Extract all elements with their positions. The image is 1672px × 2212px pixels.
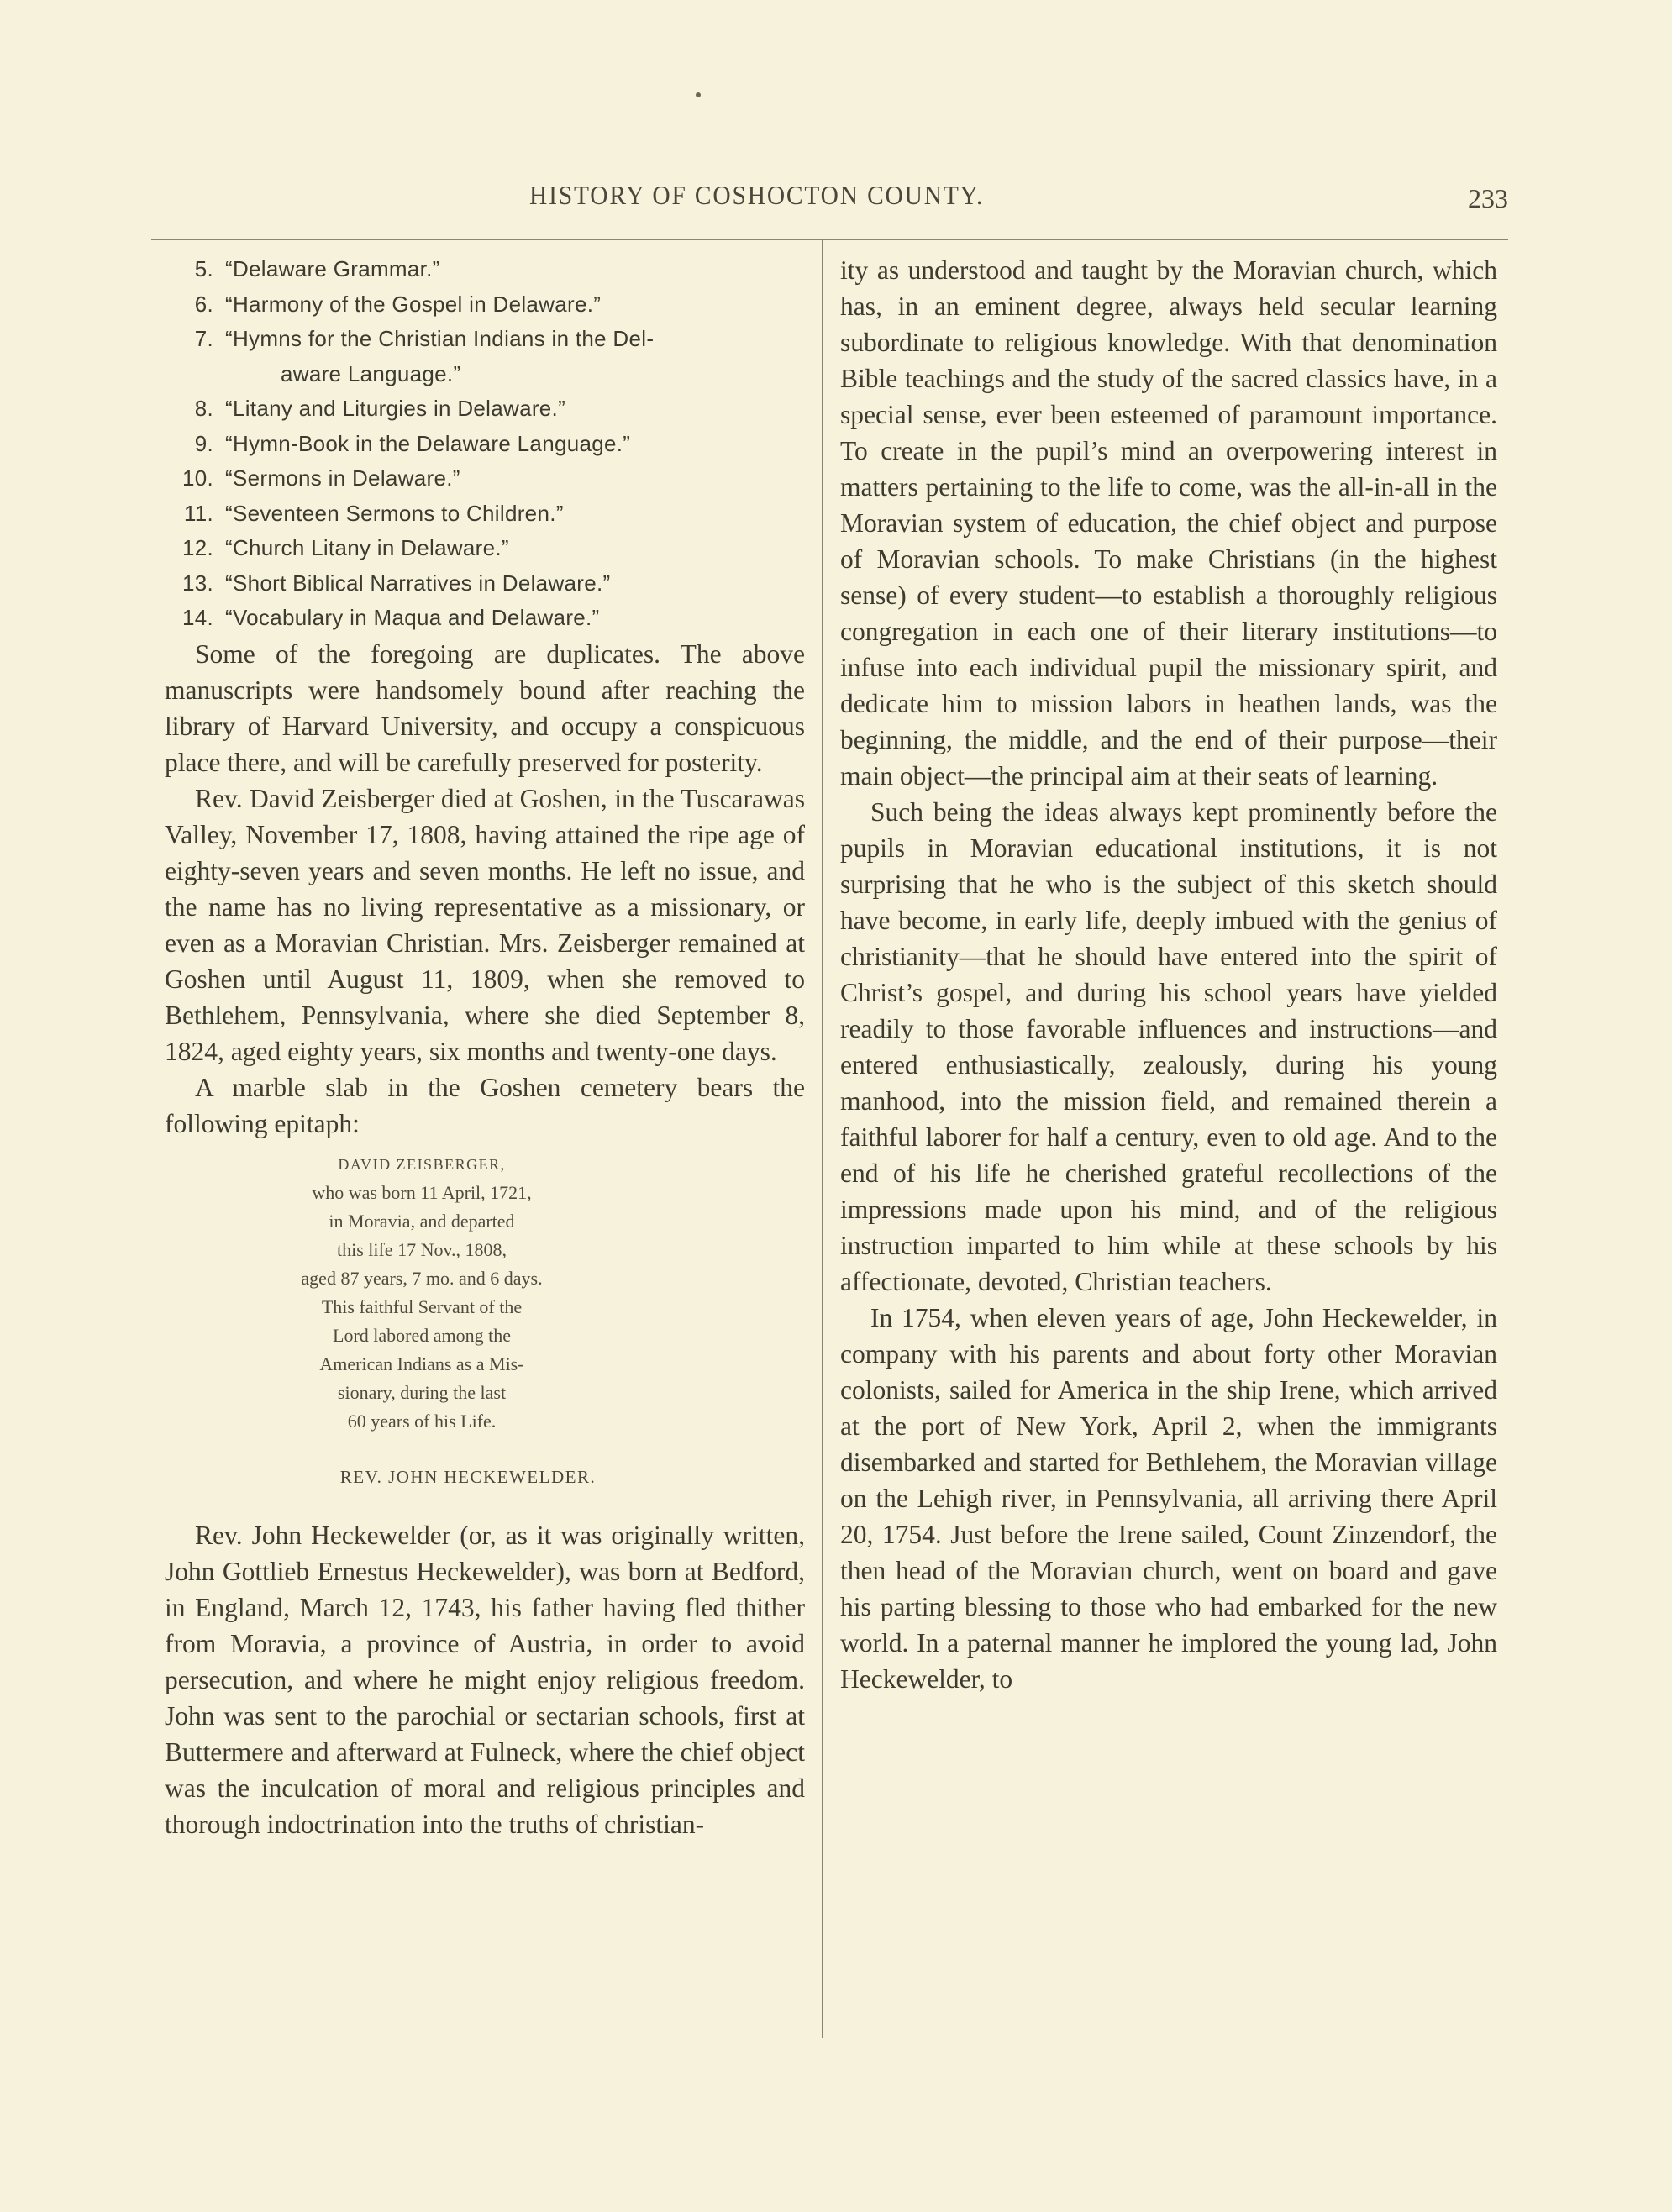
epitaph-line: DAVID ZEISBERGER,: [338, 1155, 506, 1173]
list-item: [165, 461, 805, 497]
list-item: [165, 531, 805, 566]
list-text: “Vocabulary in Maqua and Delaware.”: [225, 605, 600, 630]
list-text: “Hymn-Book in the Delaware Language.”: [225, 430, 631, 456]
page-speck: [696, 92, 701, 97]
list-text: “Delaware Grammar.”: [225, 256, 440, 281]
list-text: “Sermons in Delaware.”: [225, 465, 460, 491]
epitaph-line: sionary, during the last: [337, 1381, 507, 1403]
list-number: 9.: [194, 430, 213, 456]
list-item: [165, 391, 805, 427]
page-header: [151, 180, 1508, 222]
list-item: [165, 566, 805, 602]
epitaph-line: in Moravia, and departed: [329, 1210, 515, 1232]
section-heading: REV. JOHN HECKEWELDER.: [339, 1466, 597, 1487]
list-item: [165, 322, 805, 357]
list-item: [165, 601, 805, 636]
epitaph-line: Lord labored among the: [333, 1324, 511, 1346]
list-text: “Short Biblical Narratives in Delaware.”: [225, 570, 611, 596]
list-number: 8.: [194, 396, 213, 421]
epitaph-line: who was born 11 April, 1721,: [312, 1181, 532, 1203]
list-text: “Seventeen Sermons to Children.”: [225, 500, 564, 526]
list-item: [165, 427, 805, 462]
list-number: 14.: [181, 605, 213, 630]
list-number: 6.: [194, 291, 213, 317]
manuscript-list: [165, 252, 805, 636]
paragraph-moravian-education: ity as understood and taught by the Moravian church, which has, in an eminent degree, always held secular learning subordinate to religious knowledge. With that denomination Bible teachings and the study of the sacred classics have, in a special sense, ever been esteemed of paramount importance. To create in the pupil’s mind an overpowering interest in matters pertaining to the life to come, was the all-in-all in the Moravian system of education, the chief object and purpose of Moravian schools. To make Christians (in the highest sense) of every student—to establish a thoroughly religious congregation in each one of their literary institutions—to infuse into each individual pupil the missionary spirit, and dedicate him to mission labors in heathen lands, was the beginning, the middle, and the end of their purpose—their main object—the principal aim at their seats of learning.: [840, 255, 1497, 791]
left-column: [165, 252, 805, 1842]
list-item: [165, 497, 805, 532]
paragraph-epitaph-intro: A marble slab in the Goshen cemetery bears the following epitaph:: [165, 1072, 805, 1138]
list-text: aware Language.”: [281, 360, 461, 386]
list-number: 13.: [181, 570, 213, 596]
list-text: “Harmony of the Gospel in Delaware.”: [225, 291, 602, 317]
list-number: 7.: [194, 326, 213, 351]
epitaph-line: this life 17 Nov., 1808,: [336, 1238, 507, 1260]
epitaph-line: This faithful Servant of the: [321, 1295, 523, 1317]
paragraph-voyage-1754: In 1754, when eleven years of age, John Heckewelder, in company with his parents and about forty other Moravian colonists, sailed for America in the ship Irene, which arrived at the port of New York, April 2, when the immigrants disembarked and started for Bethlehem, the Moravian village on the Lehigh river, in Pennsylvania, all arriving there April 20, 1754. Just before the Irene sailed, Count Zinzendorf, the then head of the Moravian church, went on board and gave his parting blessing to those who had embarked for the new world. In a paternal manner he implored the young lad, John Heckewelder, to: [840, 1303, 1497, 1694]
list-text: “Church Litany in Delaware.”: [225, 535, 509, 560]
epitaph-line: aged 87 years, 7 mo. and 6 days.: [301, 1267, 543, 1289]
running-title: HISTORY OF COSHOCTON COUNTY.: [529, 180, 985, 210]
list-item: [165, 287, 805, 323]
paragraph-duplicates: Some of the foregoing are duplicates. The above manuscripts were handsomely bound after reaching the library of Harvard University, and occupy a conspicuous place there, and will be carefully preserved for posterity.: [165, 638, 805, 777]
epitaph-block: [165, 1150, 805, 1436]
page-number: 233: [1468, 183, 1508, 213]
right-column: [840, 252, 1497, 1697]
column-divider: [822, 240, 823, 2038]
list-number: 12.: [181, 535, 213, 560]
header-rule: [151, 239, 1508, 240]
epitaph-line: 60 years of his Life.: [347, 1410, 497, 1432]
list-item-continuation: [165, 357, 805, 392]
list-text: “Litany and Liturgies in Delaware.”: [225, 396, 566, 421]
epitaph-line: American Indians as a Mis-: [319, 1353, 524, 1374]
paragraph-heckewelder-birth: Rev. John Heckewelder (or, as it was originally written, John Gottlieb Ernestus Heckewelder), was born at Bedford, in England, March 12, 1743, his father having fled thither from Moravia, a province of Austria, in order to avoid persecution, and where he might enjoy religious freedom. John was sent to the parochial or sectarian schools, first at Buttermere and afterward at Fulneck, where the chief object was the inculcation of moral and religious principles and thorough indoctrination into the truths of christian-: [165, 1520, 805, 1839]
list-text: “Hymns for the Christian Indians in the Del-: [225, 326, 655, 351]
paragraph-ideas: Such being the ideas always kept prominently before the pupils in Moravian educational institutions, it is not surprising that he who is the subject of this sketch should have become, in early life, deeply imbued with the genius of christianity—that he should have entered into the spirit of Christ’s gospel, and during his school years have yielded readily to those favorable influences and instructions—and entered enthusiastically, zealously, during his young manhood, into the mission field, and remained therein a faithful laborer for half a century, even to old age. And to the end of his life he cherished grateful recollections of the impressions made upon his mind, and of the religious instruction imparted to him while at these schools by his affectionate, devoted, Christian teachers.: [840, 797, 1497, 1296]
list-number: 11.: [183, 500, 213, 526]
list-item: [165, 252, 805, 287]
list-number: 10.: [181, 465, 213, 491]
list-number: 5.: [194, 256, 213, 281]
paragraph-zeisberger-death: Rev. David Zeisberger died at Goshen, in the Tuscarawas Valley, November 17, 1808, having attained the ripe age of eighty-seven years and seven months. He left no issue, and the name has no living representative as a missionary, or even as a Moravian Christian. Mrs. Zeisberger remained at Goshen until August 11, 1809, when she removed to Bethlehem, Pennsylvania, where she died September 8, 1824, aged eighty years, six months and twenty-one days.: [165, 783, 805, 1066]
